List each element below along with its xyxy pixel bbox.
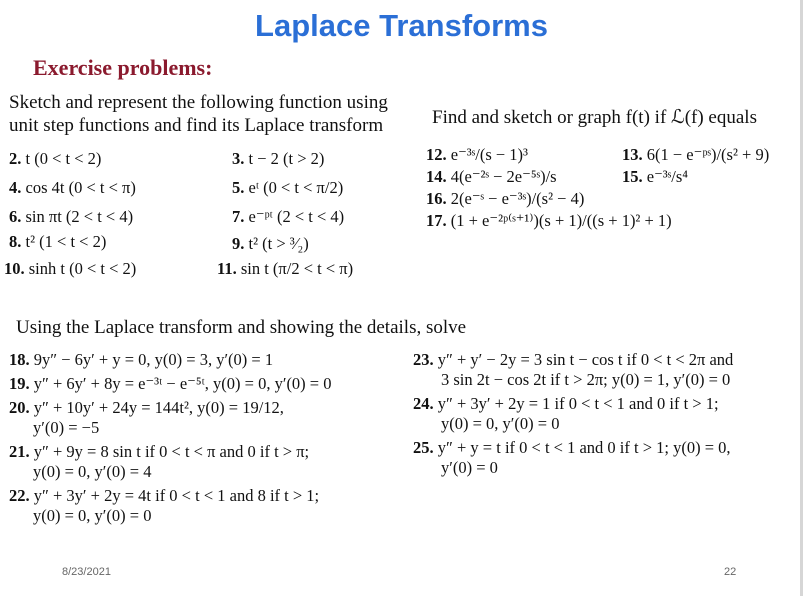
intro-right: Find and sketch or graph f(t) if ℒ(f) equals	[432, 107, 757, 128]
problem-22: 22. y″ + 3y′ + 2y = 4t if 0 < t < 1 and 8 if t > 1;	[9, 486, 320, 505]
problem-6: 6. sin πt (2 < t < 4)	[9, 207, 134, 226]
problem-13: 13. 6(1 − e⁻ᵖˢ)/(s² + 9)	[622, 145, 770, 164]
problem-8: 8. t² (1 < t < 2)	[9, 232, 107, 251]
problem-3: 3. t − 2 (t > 2)	[232, 149, 325, 168]
problem-20: 20. y″ + 10y′ + 24y = 144t², y(0) = 19/12,	[9, 398, 284, 417]
problem-21: 21. y″ + 9y = 8 sin t if 0 < t < π and 0 if t > π;	[9, 442, 310, 461]
problem-11: 11. sin t (π/2 < t < π)	[217, 259, 354, 278]
problem-25-line-2: y′(0) = 0	[441, 458, 498, 477]
problem-9: 9. t² (t > ³⁄₂)	[232, 234, 309, 253]
problem-16: 16. 2(e⁻ˢ − e⁻³ˢ)/(s² − 4)	[426, 189, 585, 208]
problem-19: 19. y″ + 6y′ + 8y = e⁻³ᵗ − e⁻⁵ᵗ, y(0) = 0, y′(0) = 0	[9, 374, 332, 393]
intro-left-line-1: Sketch and represent the following function using	[9, 92, 388, 113]
footer-date: 8/23/2021	[62, 566, 111, 578]
problem-22-line-2: y(0) = 0, y′(0) = 0	[33, 506, 152, 525]
problem-10: 10. sinh t (0 < t < 2)	[4, 259, 137, 278]
section-subtitle: Exercise problems:	[33, 55, 213, 80]
intro-solve: Using the Laplace transform and showing the details, solve	[16, 317, 467, 338]
intro-left-line-2: unit step functions and find its Laplace transform	[9, 115, 384, 136]
problem-14: 14. 4(e⁻²ˢ − 2e⁻⁵ˢ)/s	[426, 167, 557, 186]
footer-page-number: 22	[724, 566, 737, 578]
page-title: Laplace Transforms	[255, 8, 548, 43]
problem-7: 7. e⁻ᵖᵗ (2 < t < 4)	[232, 207, 345, 226]
problem-5: 5. eᵗ (0 < t < π/2)	[232, 178, 344, 197]
problem-18: 18. 9y″ − 6y′ + y = 0, y(0) = 3, y′(0) = 1	[9, 350, 274, 369]
problem-23-line-2: 3 sin 2t − cos 2t if t > 2π; y(0) = 1, y′(0) = 0	[441, 370, 731, 389]
problem-4: 4. cos 4t (0 < t < π)	[9, 178, 136, 197]
problem-17: 17. (1 + e⁻²ᵖ⁽ˢ⁺¹⁾)(s + 1)/((s + 1)² + 1)	[426, 211, 672, 230]
problem-24: 24. y″ + 3y′ + 2y = 1 if 0 < t < 1 and 0 if t > 1;	[413, 394, 719, 413]
problem-2: 2. t (0 < t < 2)	[9, 149, 102, 168]
problem-12: 12. e⁻³ˢ/(s − 1)³	[426, 145, 528, 164]
problem-23: 23. y″ + y′ − 2y = 3 sin t − cos t if 0 < t < 2π and	[413, 350, 734, 369]
problem-25: 25. y″ + y = t if 0 < t < 1 and 0 if t > 1; y(0) = 0,	[413, 438, 731, 457]
problem-21-line-2: y(0) = 0, y′(0) = 4	[33, 462, 152, 481]
problem-24-line-2: y(0) = 0, y′(0) = 0	[441, 414, 560, 433]
problem-20-line-2: y′(0) = −5	[33, 418, 100, 437]
problem-15: 15. e⁻³ˢ/s⁴	[622, 167, 688, 186]
